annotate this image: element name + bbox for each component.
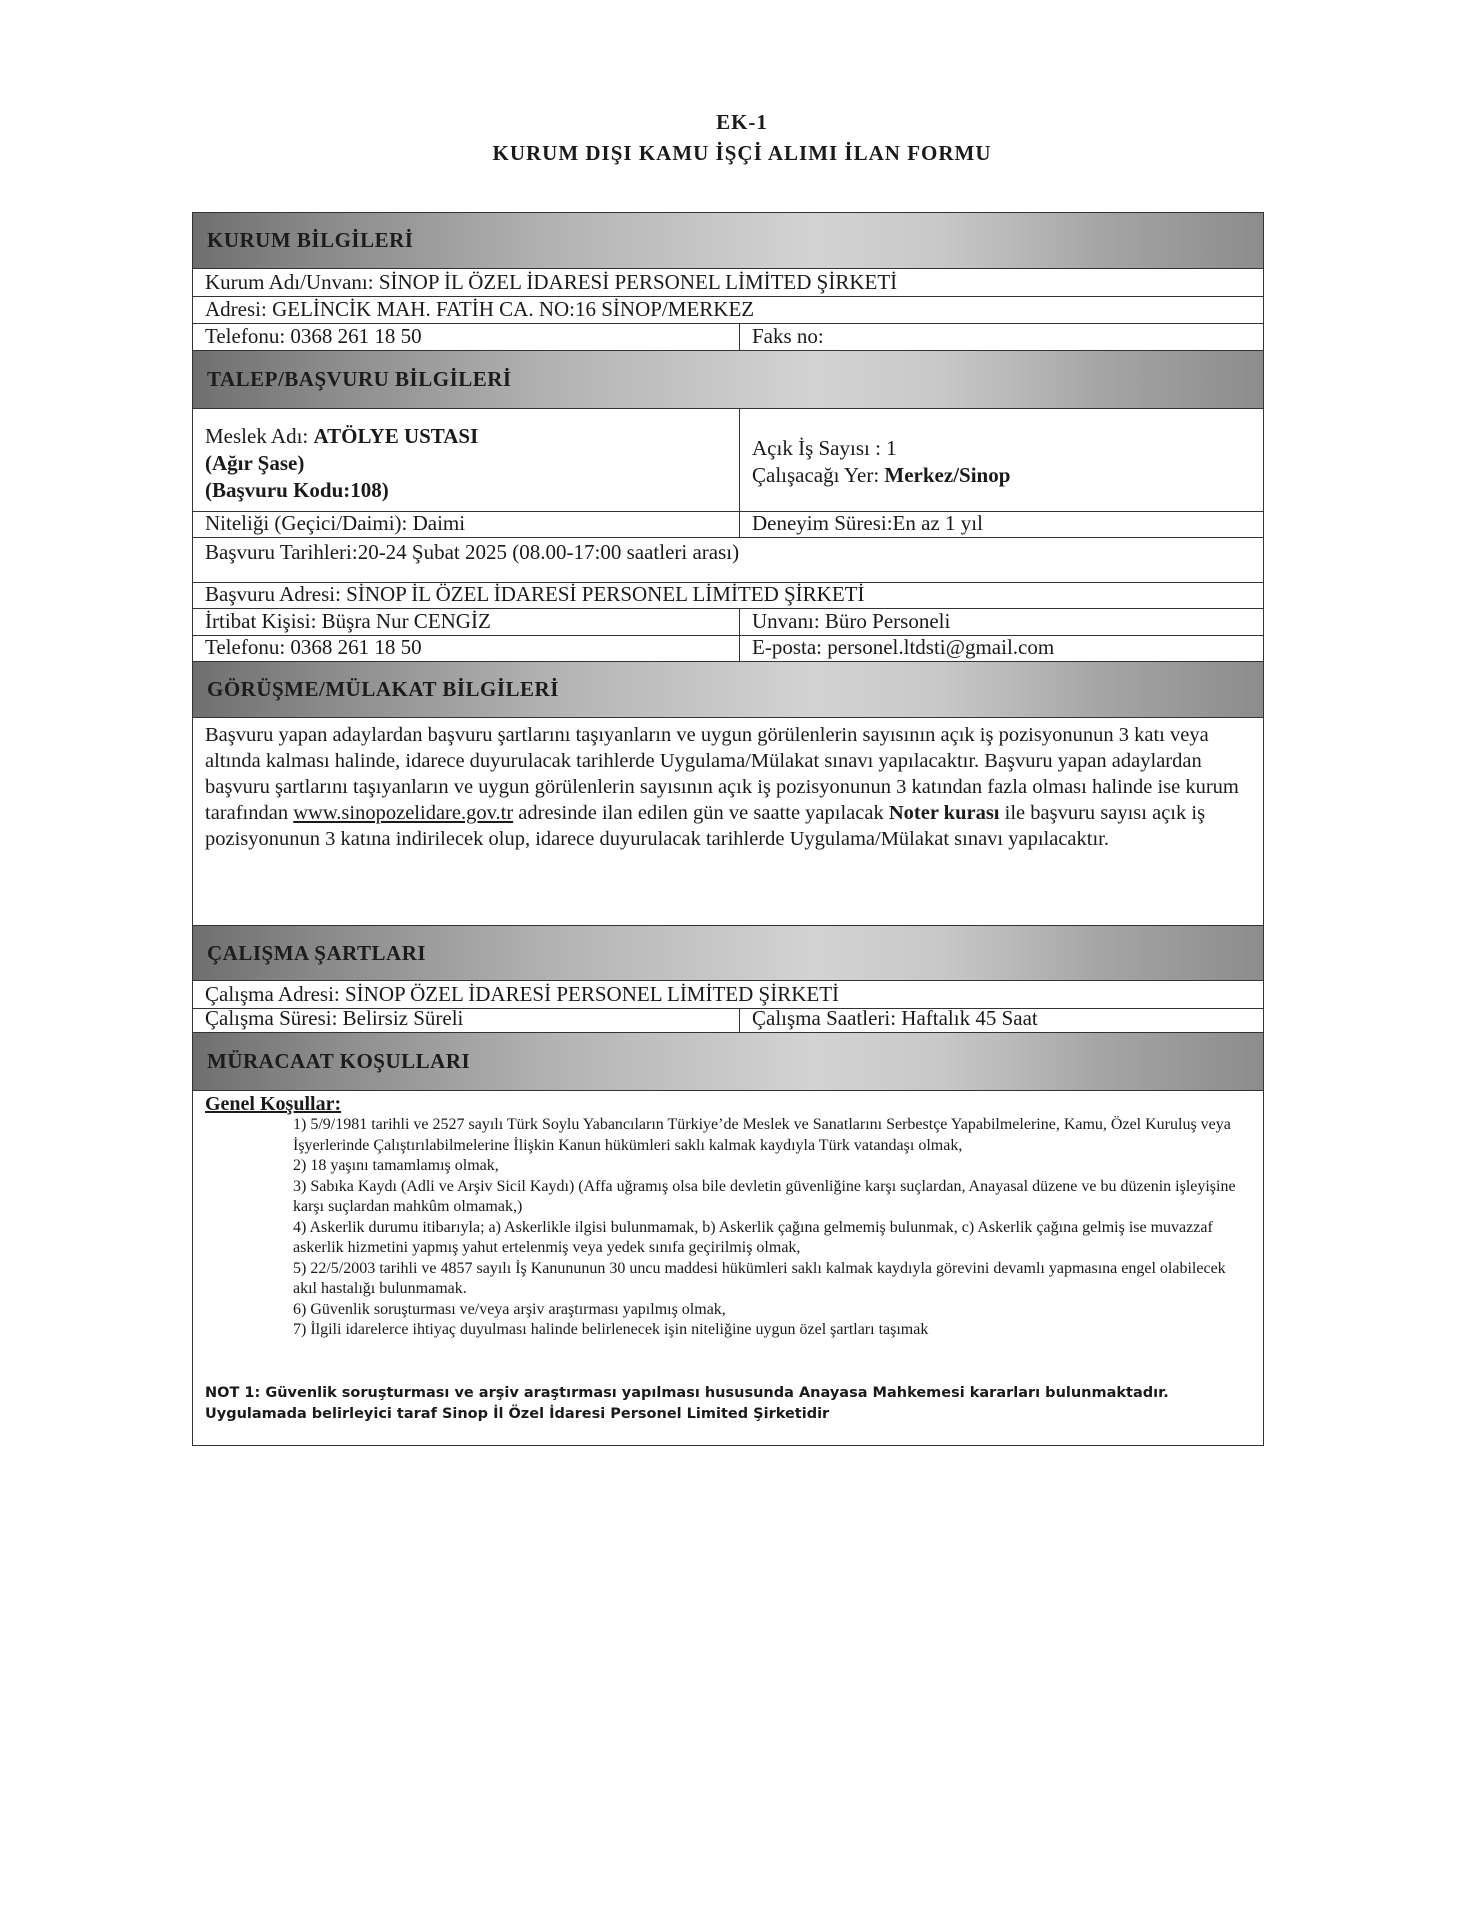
nitelik-row	[193, 512, 1263, 538]
form-title: KURUM DIŞI KAMU İŞÇİ ALIMI İLAN FORMU	[492, 141, 992, 165]
kurum-address: Adresi: GELİNCİK MAH. FATİH CA. NO:16 SİNOP/MERKEZ	[205, 297, 755, 321]
basvuru-tarihleri: Başvuru Tarihleri:20-24 Şubat 2025 (08.00-17:00 saatleri arası)	[205, 540, 740, 564]
meslek-sub1: (Ağır Şase)	[205, 451, 305, 475]
condition-item: 3) Sabıka Kaydı (Adli ve Arşiv Sicil Kaydı) (Affa uğramış olsa bile devletin güvenliğine karşı suçlardan, Anayasal düzene ve bu düzenin işleyişine karşı suçlardan mahkûm olmamak,)	[293, 1177, 1236, 1215]
calisma-saatleri: Çalışma Saatleri: Haftalık 45 Saat	[739, 1009, 1263, 1032]
note-1: NOT 1: Güvenlik soruşturması ve arşiv araştırması yapılması hususunda Anayasa Mahkemesi kararları bulunmaktadır. Uygulamada belirleyici taraf Sinop İl Özel İdaresi Personel Limited Şirketidir	[205, 1385, 1169, 1422]
basvuru-adresi: Başvuru Adresi: SİNOP İL ÖZEL İDARESİ PERSONEL LİMİTED ŞİRKETİ	[205, 582, 865, 606]
genel-kosullar-heading: Genel Koşullar:	[205, 1093, 342, 1115]
annex-label: EK-1	[716, 110, 768, 134]
kurum-name: Kurum Adı/Unvanı: SİNOP İL ÖZEL İDARESİ PERSONEL LİMİTED ŞİRKETİ	[205, 270, 898, 294]
website-link[interactable]: www.sinopozelidare.gov.tr	[293, 802, 514, 824]
calisma-suresi: Çalışma Süresi: Belirsiz Süreli	[205, 1006, 464, 1030]
gorusme-paragraph	[205, 722, 1251, 852]
announcement-form	[192, 212, 1264, 1446]
meslek-cell	[193, 409, 478, 511]
kurum-contact-row	[193, 324, 1263, 351]
document-header	[0, 110, 1484, 166]
condition-item: 2) 18 yaşını tamamlamış olmak,	[293, 1157, 499, 1174]
condition-item: 7) İlgili idarelerce ihtiyaç duyulması halinde belirlenecek işin niteliğine uygun özel şartları taşımak	[293, 1321, 929, 1338]
tarihler-row	[193, 538, 1263, 583]
section-muracaat-heading: MÜRACAAT KOŞULLARI	[193, 1033, 1263, 1091]
kurum-address-row	[193, 297, 1263, 324]
irtibat-row	[193, 609, 1263, 636]
calisma-yeri-value: Merkez/Sinop	[884, 463, 1011, 487]
meslek-row	[193, 409, 1263, 512]
meslek-sub2: (Başvuru Kodu:108)	[205, 478, 389, 502]
section-talep-heading: TALEP/BAŞVURU BİLGİLERİ	[193, 351, 1263, 409]
meslek-label: Meslek Adı:	[205, 424, 314, 448]
irtibat-eposta: E-posta: personel.ltdsti@gmail.com	[739, 636, 1263, 661]
kurum-phone: Telefonu: 0368 261 18 50	[205, 324, 422, 348]
condition-item: 1) 5/9/1981 tarihli ve 2527 sayılı Türk Soylu Yabancıların Türkiye’de Meslek ve Sanatlarını Serbestçe Yapabilmelerine, Kamu, Özel Kuruluş veya İşyerlerinde Çalıştırılabilmelerine İlişkin Kanun hükümleri saklı kalmak kaydıyla Türk vatandaşı olmak,	[293, 1116, 1231, 1154]
conditions-list	[293, 1115, 1249, 1341]
calisma-yeri-label: Çalışacağı Yer:	[752, 463, 885, 487]
irtibat-unvan: Unvanı: Büro Personeli	[739, 609, 1263, 635]
niteligi: Niteliği (Geçici/Daimi): Daimi	[205, 511, 466, 535]
basvuru-adres-row	[193, 583, 1263, 609]
kurum-fax: Faks no:	[739, 324, 1263, 350]
gorusme-text-2: adresinde ilan edilen gün ve saatte yapılacak	[513, 802, 889, 824]
section-gorusme-heading: GÖRÜŞME/MÜLAKAT BİLGİLERİ	[193, 662, 1263, 718]
iletisim-row	[193, 636, 1263, 662]
condition-item: 5) 22/5/2003 tarihli ve 4857 sayılı İş Kanununun 30 uncu maddesi hükümleri saklı kalmak kaydıyla görevini devamlı yapmasına engel olabilecek akıl hastalığı bulunmamak.	[293, 1259, 1226, 1297]
irtibat-telefon: Telefonu: 0368 261 18 50	[205, 635, 422, 659]
acik-is-sayisi: Açık İş Sayısı : 1	[752, 436, 897, 460]
section-calisma-heading: ÇALIŞMA ŞARTLARI	[193, 926, 1263, 981]
deneyim-suresi: Deneyim Süresi:En az 1 yıl	[739, 512, 1263, 537]
condition-item: 4) Askerlik durumu itibarıyla; a) Askerlikle ilgisi bulunmamak, b) Askerlik çağına gelmemiş bulunmak, c) Askerlik çağına gelmiş ise muvazzaf askerlik hizmetini yapmış yahut ertelenmiş veya yedek sınıfa geçirilmiş olmak,	[293, 1218, 1213, 1256]
gorusme-text-1: Başvuru yapan adaylardan başvuru şartlarını taşıyanların ve uygun görülenlerin sayısının açık iş pozisyonunun 3 katı veya altında kalması halinde, idarece duyurulacak tarihlerde Uygulama/Mülakat sınavı yapılacaktır. Başvuru yapan adaylardan başvuru şartlarını taşıyanların ve uygun görülenlerin sayısının açık iş pozisyonunun 3 katından fazla olması halinde ise kurum tarafından	[205, 724, 1239, 824]
noter-kurasi: Noter kurası	[888, 802, 1000, 824]
section-kurum-heading: KURUM BİLGİLERİ	[193, 213, 1263, 269]
condition-item: 6) Güvenlik soruşturması ve/veya arşiv araştırması yapılmış olmak,	[293, 1300, 726, 1318]
irtibat-kisisi: İrtibat Kişisi: Büşra Nur CENGİZ	[205, 609, 491, 633]
acik-is-cell	[739, 409, 1263, 511]
gorusme-body	[193, 718, 1263, 926]
calisma-adres-row	[193, 981, 1263, 1009]
gorusme-text-3: ile başvuru sayısı açık iş pozisyonunun 3 katına indirilecek olup, idarece duyurulacak tarihlerde Uygulama/Mülakat sınavı yapılacaktır.	[205, 802, 1206, 850]
meslek-value: ATÖLYE USTASI	[313, 424, 479, 448]
calisma-adresi: Çalışma Adresi: SİNOP ÖZEL İDARESİ PERSONEL LİMİTED ŞİRKETİ	[205, 982, 840, 1006]
calisma-sure-row	[193, 1006, 1263, 1033]
kurum-name-row	[193, 269, 1263, 297]
